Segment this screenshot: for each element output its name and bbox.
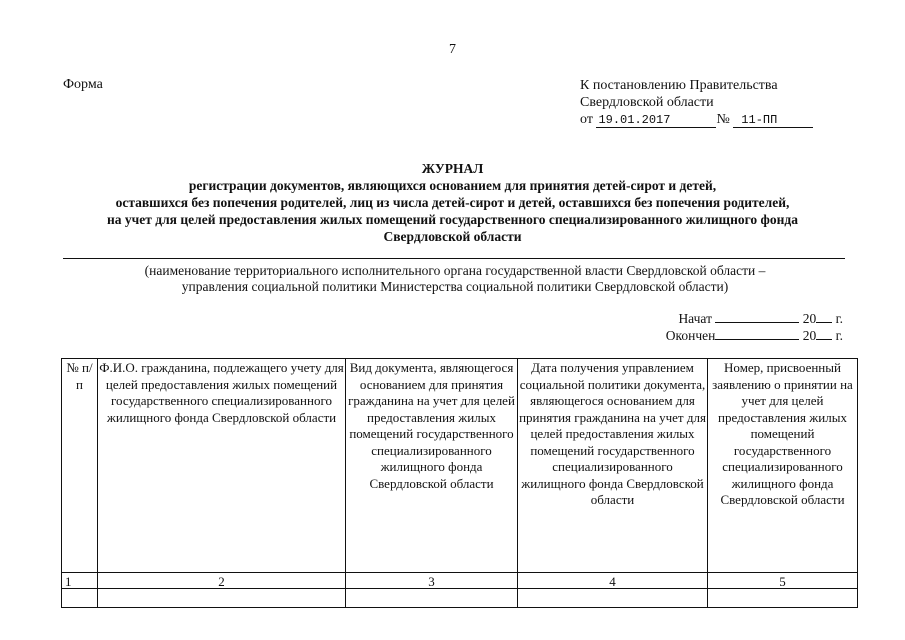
journal-subtitle-line-1: регистрации документов, являющихся основанием для принятия детей-сирот и детей, (188, 178, 717, 193)
reference-date-line (580, 111, 813, 128)
journal-dates (666, 310, 843, 344)
organization-caption (60, 263, 850, 295)
journal-subtitle-line-4: Свердловской области (383, 229, 522, 244)
column-number-3: 3 (346, 573, 518, 589)
column-number-1: 1 (62, 573, 98, 589)
column-number-5: 5 (708, 573, 858, 589)
header-document-type: Вид документа, являющегося основанием для принятия гражданина на учет для целей предоставления жилых помещений государственного специализированного жилищного фонда Свердловской области (346, 359, 518, 573)
started-date-blank (715, 310, 799, 323)
started-year-prefix: 20 (802, 311, 817, 326)
column-number-2: 2 (98, 573, 346, 589)
reference-from-prefix: от (580, 112, 593, 127)
column-numbers-row (62, 573, 858, 589)
header-full-name: Ф.И.О. гражданина, подлежащего учету для целей предоставления жилых помещений государственного специализированного жилищного фонда Свердловской области (98, 359, 346, 573)
reference-date: 19.01.2017 (598, 113, 671, 127)
organization-name-line (63, 258, 845, 259)
reference-number: 11-ПП (741, 113, 778, 127)
table-cell[interactable] (518, 589, 708, 608)
table-cell[interactable] (346, 589, 518, 608)
finished-label: Окончен (665, 328, 716, 343)
reference-line-2: Свердловской области (580, 95, 714, 110)
started-label: Начат (678, 311, 712, 326)
reference-line-1: К постановлению Правительства (580, 78, 778, 93)
started-date-line (666, 310, 843, 327)
caption-line-2: управления социальной политики Министерства социальной политики Свердловской области) (181, 279, 729, 294)
header-row-number: № п/п (62, 359, 98, 573)
table-row (62, 589, 858, 608)
column-number-4: 4 (518, 573, 708, 589)
table-cell[interactable] (708, 589, 858, 608)
journal-title: ЖУРНАЛ (421, 161, 484, 176)
finished-date-blank (715, 327, 799, 340)
reference-number-prefix: № (716, 112, 730, 127)
started-year-blank (816, 310, 832, 323)
form-label: Форма (63, 77, 103, 92)
registration-table (61, 358, 858, 608)
header-receipt-date: Дата получения управлением социальной политики документа, являющегося основанием для принятия гражданина на учет для целей предоставления жилых помещений государственного специализированного жилищного фонда Свердловской области (518, 359, 708, 573)
table-cell[interactable] (62, 589, 98, 608)
finished-date-line (666, 327, 843, 344)
finished-year-suffix: г. (835, 328, 843, 343)
finished-year-prefix: 20 (802, 328, 817, 343)
finished-year-blank (816, 327, 832, 340)
page-number: 7 (449, 42, 456, 57)
table-header-row (62, 359, 858, 573)
caption-line-1: (наименование территориального исполнительного органа государственной власти Свердловской области – (144, 263, 766, 278)
started-year-suffix: г. (835, 311, 843, 326)
table-cell[interactable] (98, 589, 346, 608)
header-application-number: Номер, присвоенный заявлению о принятии на учет для целей предоставления жилых помещений государственного специализированного жилищного фонда Свердловской области (708, 359, 858, 573)
journal-subtitle-line-3: на учет для целей предоставления жилых помещений государственного специализированного жилищного фонда (107, 212, 798, 227)
regulation-reference (580, 77, 813, 128)
journal-subtitle-line-2: оставшихся без попечения родителей, лиц из числа детей-сирот и детей, оставшихся без попечения родителей, (115, 195, 790, 210)
